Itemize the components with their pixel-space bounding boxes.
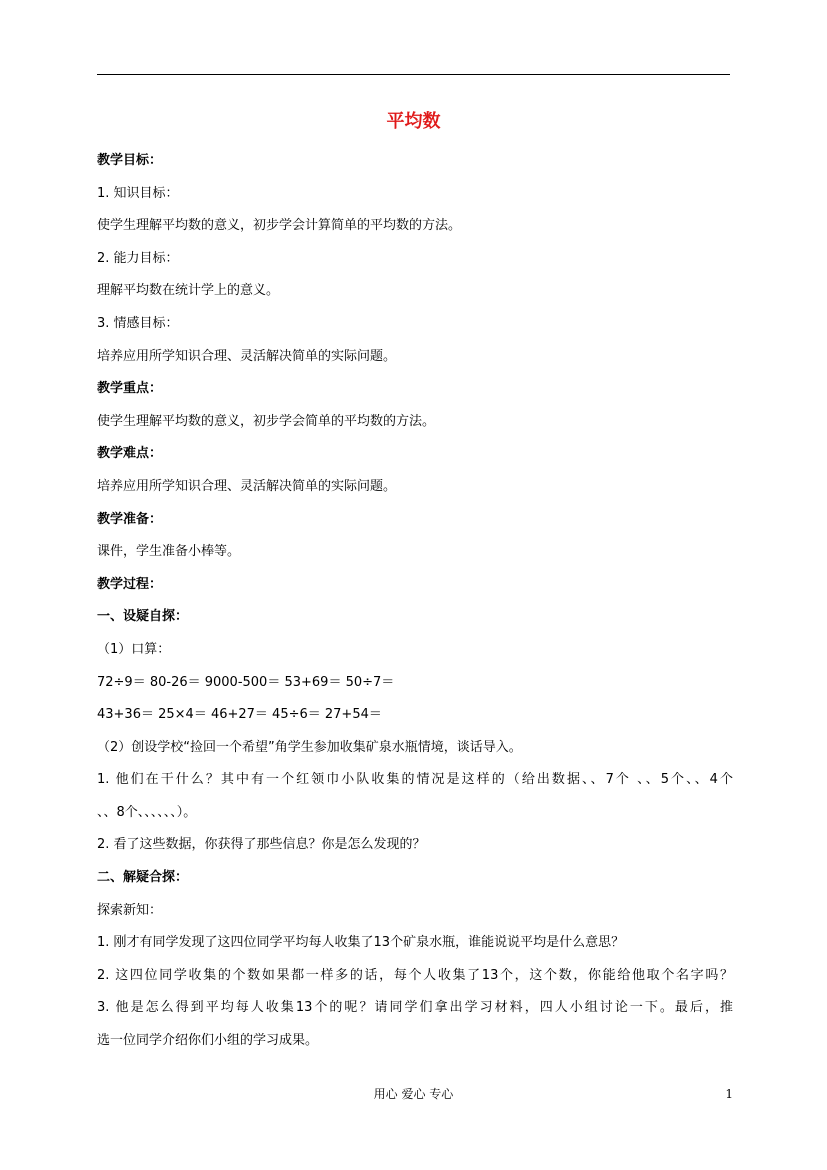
body-line: （2）创设学校“捡回一个希望”角学生参加收集矿泉水瓶情境，谈话导入。 [97,739,522,755]
body-line: 3. 情感目标： [97,315,179,331]
body-line: 课件，学生准备小棒等。 [97,544,241,560]
header-rule [97,74,730,75]
body-line: 培养应用所学知识合理、灵活解决简单的实际问题。 [97,478,397,494]
document-title: 平均数 [386,111,441,132]
body-line: （1）口算： [97,641,171,657]
body-line: 使学生理解平均数的意义，初步学会简单的平均数的方法。 [97,413,436,429]
body-line: 选一位同学介绍你们小组的学习成果。 [97,1033,319,1049]
body-line: 1. 刚才有同学发现了这四位同学平均每人收集了13个矿泉水瓶，谁能说说平均是什么意思？ [97,935,625,951]
body-line: 2. 看了这些数据，你获得了那些信息？你是怎么发现的？ [97,837,426,853]
body-line: 43+36＝ 25×4＝ 46+27＝ 45÷6＝ 27+54＝ [97,707,382,723]
body-line: 理解平均数在统计学上的意义。 [97,283,280,299]
document-body [97,145,733,1058]
body-line: 1. 知识目标： [97,185,179,201]
section-heading: 一、设疑自探： [97,609,189,625]
body-line: 2. 这四位同学收集的个数如果都一样多的话，每个人收集了13个，这个数，你能给他取个名字吗？ [97,967,733,983]
body-line: 1. 他们在干什么？其中有一个红领巾小队收集的情况是这样的（给出数据、、7个 、、5个、、4个 [97,772,733,788]
body-line: 培养应用所学知识合理、灵活解决简单的实际问题。 [97,348,397,364]
section-heading: 教学难点： [97,446,163,462]
body-line: 2. 能力目标： [97,250,179,266]
section-heading: 教学过程： [97,576,163,592]
section-heading: 教学准备： [97,511,163,527]
section-heading: 二、解疑合探： [97,870,189,886]
body-line: 探索新知： [97,902,163,918]
section-heading: 教学重点： [97,381,163,397]
body-line: 3. 他是怎么得到平均每人收集13个的呢？请同学们拿出学习材料，四人小组讨论一下。最后，推 [97,1000,733,1016]
body-line: 、、8个、、、、、、）。 [97,804,197,820]
section-heading: 教学目标： [97,153,163,168]
body-line: 使学生理解平均数的意义，初步学会计算简单的平均数的方法。 [97,218,462,234]
body-line: 72÷9＝ 80-26＝ 9000-500＝ 53+69＝ 50÷7＝ [97,674,395,690]
page-number: 1 [725,1087,733,1101]
footer-text: 用心 爱心 专心 [373,1087,454,1101]
